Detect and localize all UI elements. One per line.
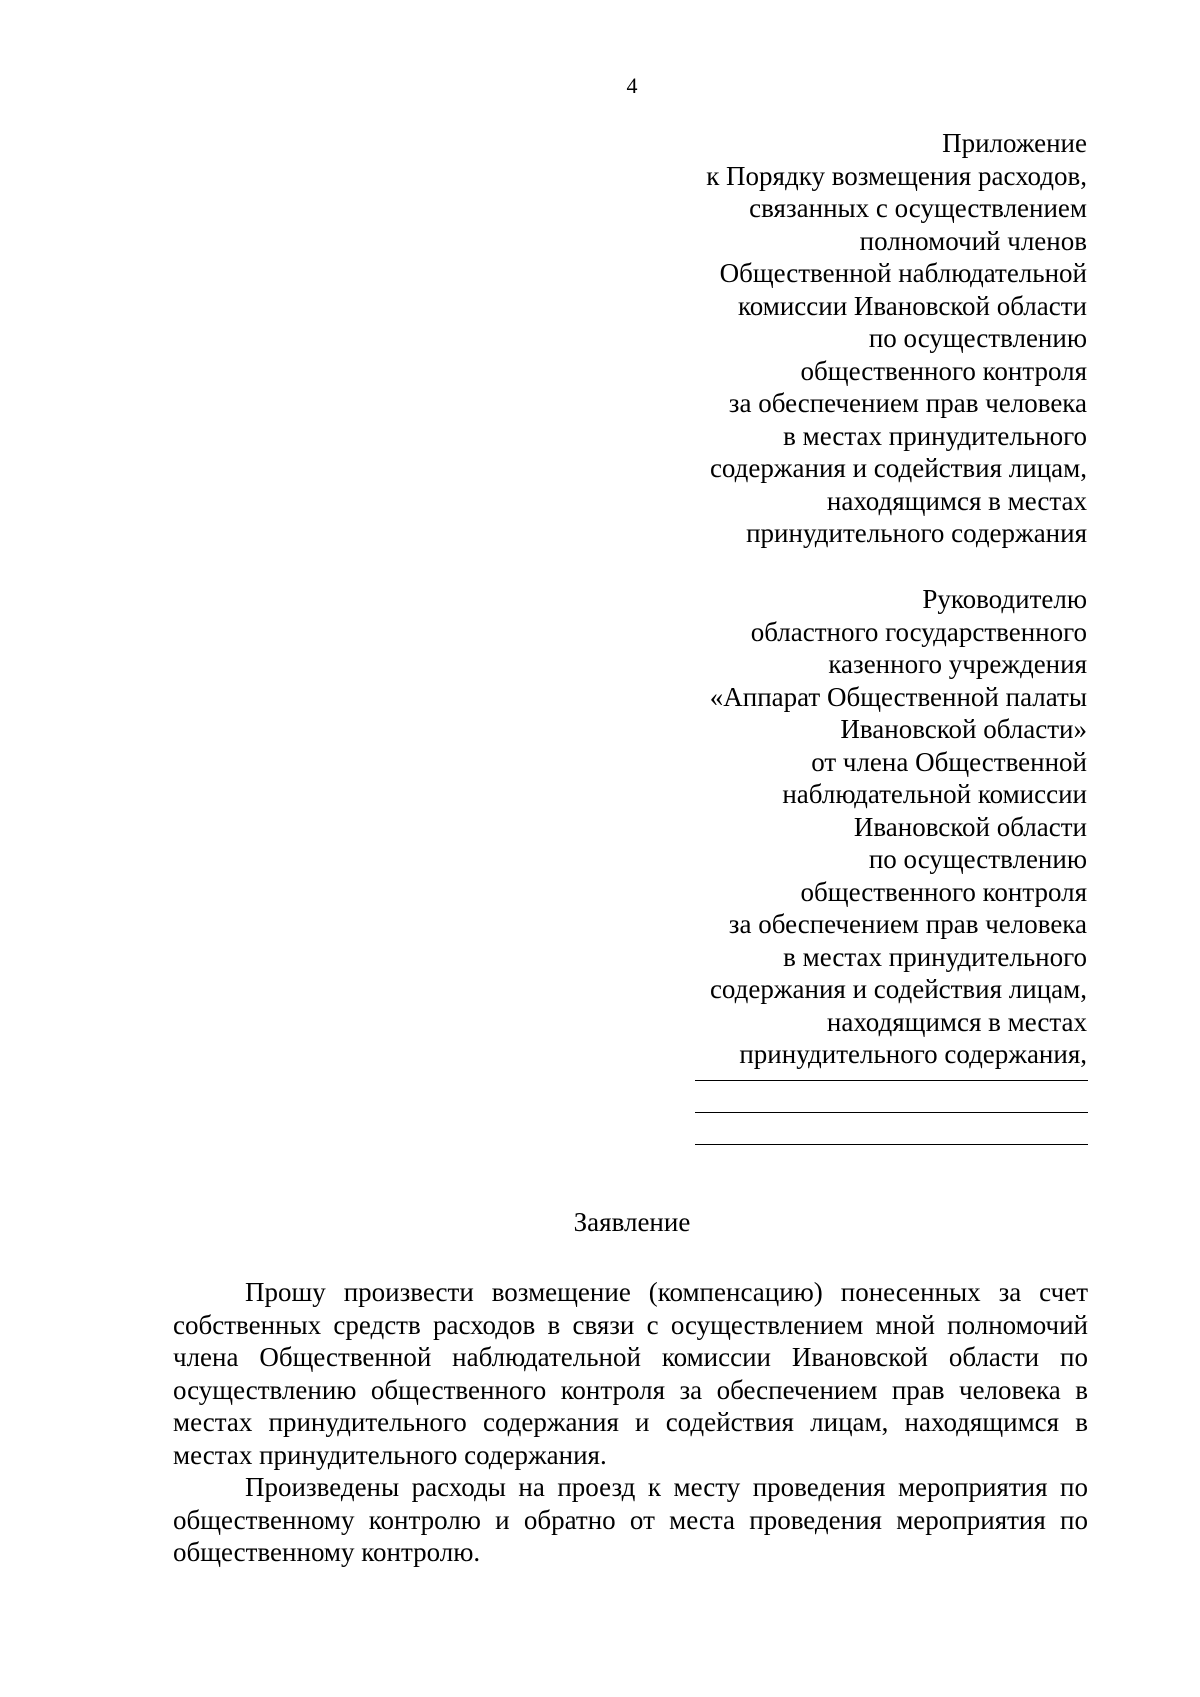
appendix-line: Общественной наблюдательной bbox=[719, 258, 1087, 288]
appendix-line: полномочий членов bbox=[859, 225, 1087, 256]
document-title: Заявление bbox=[573, 1207, 691, 1237]
blank-line bbox=[695, 1144, 1088, 1145]
appendix-line: в местах принудительного bbox=[783, 420, 1087, 451]
addressee-line: областного государственного bbox=[750, 616, 1087, 647]
page-number: 4 bbox=[626, 73, 638, 98]
addressee-line: в местах принудительного bbox=[783, 941, 1087, 972]
addressee-line: общественного контроля bbox=[800, 876, 1087, 907]
appendix-line: находящимся в местах bbox=[826, 485, 1087, 516]
addressee-line: находящимся в местах bbox=[826, 1006, 1087, 1037]
body-text bbox=[173, 1276, 1088, 1569]
addressee-line: Руководителю bbox=[922, 584, 1087, 614]
addressee-line: Ивановской области bbox=[853, 811, 1087, 842]
addressee-line: Ивановской области» bbox=[840, 714, 1087, 744]
appendix-line: принудительного содержания bbox=[746, 518, 1087, 548]
addressee-line: казенного учреждения bbox=[828, 649, 1087, 679]
paragraph: Прошу произвести возмещение (компенсацию) понесенных за счет собственных средств расходов в связи с осуществлением мной полномочий члена Общественной наблюдательной комиссии Ивановской области по осуществлению общественного контроля за обеспечением прав человека в местах принудительного содержания и содействия лицам, находящимся в местах принудительного содержания. bbox=[173, 1277, 1088, 1470]
addressee-line: содержания и содействия лицам, bbox=[709, 974, 1087, 1004]
appendix-line: по осуществлению bbox=[868, 323, 1087, 353]
appendix-line: к Порядку возмещения расходов, bbox=[706, 160, 1087, 191]
addressee-line: наблюдательной комиссии bbox=[782, 779, 1087, 809]
addressee-line: «Аппарат Общественной палаты bbox=[709, 681, 1087, 712]
addressee-line: от члена Общественной bbox=[811, 746, 1087, 777]
appendix-line: содержания и содействия лицам, bbox=[709, 453, 1087, 483]
appendix-line: связанных с осуществлением bbox=[749, 193, 1087, 223]
appendix-header bbox=[706, 127, 1087, 550]
blank-line bbox=[695, 1112, 1088, 1113]
addressee-line: за обеспечением прав человека bbox=[728, 909, 1087, 939]
appendix-line: общественного контроля bbox=[800, 355, 1087, 386]
paragraph: Произведены расходы на проезд к месту проведения мероприятия по общественному контролю и обратно от места проведения мероприятия по общественному контролю. bbox=[173, 1472, 1088, 1567]
blank-line bbox=[695, 1080, 1088, 1081]
addressee-block bbox=[710, 583, 1087, 1071]
appendix-line: Приложение bbox=[942, 128, 1087, 158]
applicant-blank-lines bbox=[695, 1080, 1088, 1176]
appendix-line: за обеспечением прав человека bbox=[728, 388, 1087, 418]
appendix-line: комиссии Ивановской области bbox=[738, 290, 1087, 321]
addressee-line: по осуществлению bbox=[868, 844, 1087, 874]
addressee-line: принудительного содержания, bbox=[739, 1039, 1087, 1069]
